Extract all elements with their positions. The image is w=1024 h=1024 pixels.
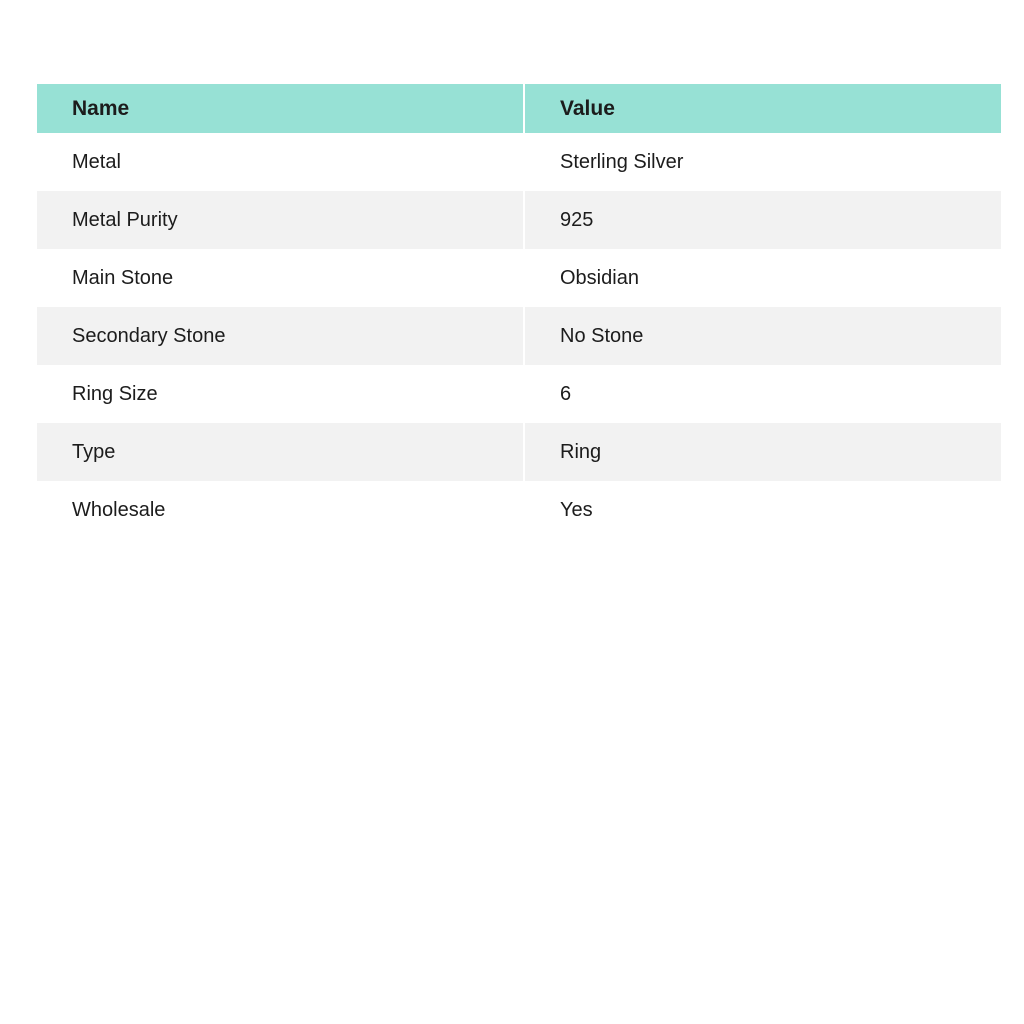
table-row [37,249,1001,307]
row-name: Main Stone [37,249,523,307]
header-name: Name [37,84,523,133]
row-name: Type [37,423,523,481]
row-value: No Stone [525,307,1001,365]
table-row [37,365,1001,423]
table-header-row [37,84,1001,133]
row-name: Metal Purity [37,191,523,249]
table-row [37,307,1001,365]
row-value: 925 [525,191,1001,249]
row-value: Obsidian [525,249,1001,307]
row-value: Yes [525,481,1001,539]
table-row [37,191,1001,249]
table-row [37,481,1001,539]
row-name: Wholesale [37,481,523,539]
row-value: Ring [525,423,1001,481]
row-value: 6 [525,365,1001,423]
row-name: Ring Size [37,365,523,423]
table-row [37,423,1001,481]
row-name: Secondary Stone [37,307,523,365]
header-value: Value [525,84,1001,133]
product-specs-table [37,84,1001,539]
row-value: Sterling Silver [525,133,1001,191]
row-name: Metal [37,133,523,191]
table-row [37,133,1001,191]
